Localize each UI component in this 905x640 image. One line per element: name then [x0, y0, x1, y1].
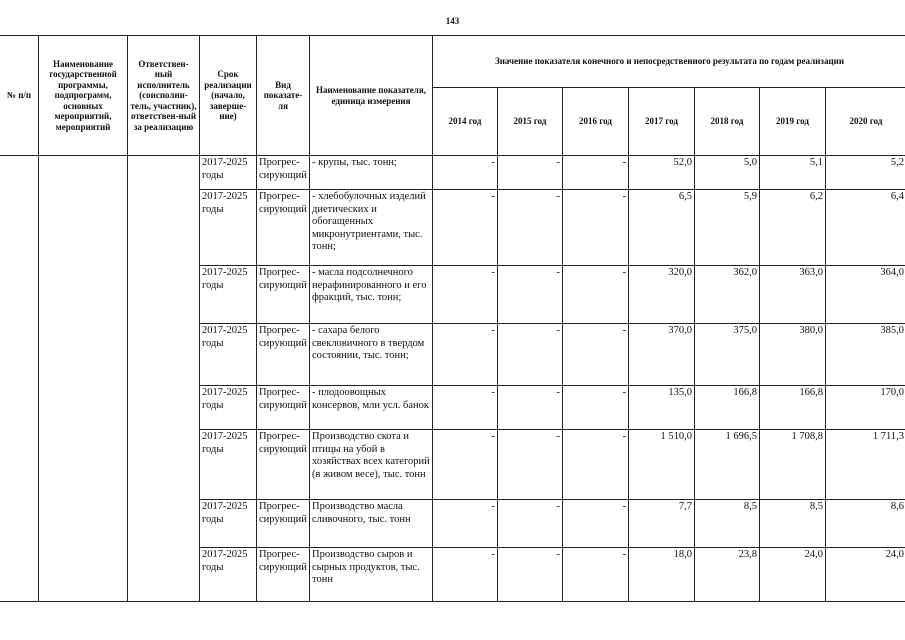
value-cell: 8,6	[826, 500, 905, 548]
value-cell: 1 696,5	[695, 430, 760, 500]
value-cell: 23,8	[695, 548, 760, 602]
value-cell: -	[498, 324, 563, 386]
header-values-title: Значение показателя конечного и непосредственного результата по годам реализации	[433, 36, 905, 88]
header-year: 2015 год	[498, 88, 563, 156]
kind-cell: Прогрес-сирующий	[257, 548, 310, 602]
value-cell: 320,0	[629, 266, 695, 324]
value-cell: -	[563, 386, 629, 430]
indicator-cell: Производство скота и птицы на убой в хозяйствах всех категорий (в живом весе), тыс. тонн	[310, 430, 433, 500]
value-cell: 24,0	[826, 548, 905, 602]
value-cell: 166,8	[695, 386, 760, 430]
value-cell: -	[498, 500, 563, 548]
value-cell: 135,0	[629, 386, 695, 430]
indicator-cell: - сахара белого свекловичного в твердом состоянии, тыс. тонн;	[310, 324, 433, 386]
number-cell	[0, 156, 39, 602]
header-year: 2014 год	[433, 88, 498, 156]
program-name-cell	[39, 156, 128, 602]
header-year: 2020 год	[826, 88, 905, 156]
value-cell: 6,4	[826, 190, 905, 266]
indicator-cell: Производство масла сливочного, тыс. тонн	[310, 500, 433, 548]
header-indicator: Наименование показателя, единица измерения	[310, 36, 433, 156]
kind-cell: Прогрес-сирующий	[257, 156, 310, 190]
value-cell: 166,8	[760, 386, 826, 430]
header-term: Срок реализации (начало, заверше-ние)	[200, 36, 257, 156]
value-cell: -	[498, 266, 563, 324]
header-number: № п/п	[0, 36, 39, 156]
header-year: 2016 год	[563, 88, 629, 156]
value-cell: 5,2	[826, 156, 905, 190]
value-cell: 385,0	[826, 324, 905, 386]
indicators-table	[0, 35, 905, 602]
kind-cell: Прогрес-сирующий	[257, 386, 310, 430]
value-cell: -	[563, 500, 629, 548]
value-cell: -	[498, 430, 563, 500]
kind-cell: Прогрес-сирующий	[257, 190, 310, 266]
header-year: 2018 год	[695, 88, 760, 156]
value-cell: 5,9	[695, 190, 760, 266]
header-year: 2019 год	[760, 88, 826, 156]
value-cell: -	[433, 386, 498, 430]
value-cell: 1 708,8	[760, 430, 826, 500]
value-cell: -	[563, 190, 629, 266]
indicator-cell: - крупы, тыс. тонн;	[310, 156, 433, 190]
value-cell: -	[563, 156, 629, 190]
term-cell: 2017-2025 годы	[200, 190, 257, 266]
header-year: 2017 год	[629, 88, 695, 156]
value-cell: 5,0	[695, 156, 760, 190]
term-cell: 2017-2025 годы	[200, 266, 257, 324]
value-cell: -	[563, 324, 629, 386]
value-cell: -	[563, 266, 629, 324]
value-cell: -	[563, 548, 629, 602]
kind-cell: Прогрес-сирующий	[257, 266, 310, 324]
value-cell: 375,0	[695, 324, 760, 386]
value-cell: -	[498, 190, 563, 266]
value-cell: -	[433, 190, 498, 266]
page-number: 143	[445, 16, 460, 26]
table-header	[0, 36, 905, 156]
kind-cell: Прогрес-сирующий	[257, 430, 310, 500]
value-cell: 5,1	[760, 156, 826, 190]
value-cell: 362,0	[695, 266, 760, 324]
value-cell: -	[498, 386, 563, 430]
value-cell: 1 510,0	[629, 430, 695, 500]
table-body	[0, 156, 905, 602]
value-cell: -	[433, 266, 498, 324]
value-cell: -	[563, 430, 629, 500]
value-cell: -	[433, 500, 498, 548]
term-cell: 2017-2025 годы	[200, 386, 257, 430]
value-cell: 364,0	[826, 266, 905, 324]
value-cell: 24,0	[760, 548, 826, 602]
value-cell: 1 711,3	[826, 430, 905, 500]
indicator-cell: - хлебобулочных изделий диетических и обогащенных микронутриентами, тыс. тонн;	[310, 190, 433, 266]
header-responsible: Ответствен-ный исполнитель (соисполни-тель, участник), ответствен-ный за реализацию	[128, 36, 200, 156]
value-cell: 170,0	[826, 386, 905, 430]
table-row	[0, 156, 905, 190]
value-cell: -	[433, 430, 498, 500]
indicator-cell: Производство сыров и сырных продуктов, тыс. тонн	[310, 548, 433, 602]
value-cell: -	[433, 548, 498, 602]
value-cell: -	[498, 156, 563, 190]
value-cell: 380,0	[760, 324, 826, 386]
term-cell: 2017-2025 годы	[200, 156, 257, 190]
indicator-cell: - плодоовощных консервов, млн усл. банок	[310, 386, 433, 430]
value-cell: -	[433, 156, 498, 190]
responsible-cell	[128, 156, 200, 602]
value-cell: 8,5	[760, 500, 826, 548]
value-cell: -	[433, 324, 498, 386]
value-cell: 6,2	[760, 190, 826, 266]
header-kind: Вид показате-ля	[257, 36, 310, 156]
value-cell: 363,0	[760, 266, 826, 324]
term-cell: 2017-2025 годы	[200, 430, 257, 500]
value-cell: 370,0	[629, 324, 695, 386]
kind-cell: Прогрес-сирующий	[257, 324, 310, 386]
term-cell: 2017-2025 годы	[200, 500, 257, 548]
value-cell: 8,5	[695, 500, 760, 548]
value-cell: 6,5	[629, 190, 695, 266]
term-cell: 2017-2025 годы	[200, 548, 257, 602]
header-program-name: Наименование государственной программы, подпрограмм, основных мероприятий, мероприятий	[39, 36, 128, 156]
kind-cell: Прогрес-сирующий	[257, 500, 310, 548]
value-cell: -	[498, 548, 563, 602]
value-cell: 7,7	[629, 500, 695, 548]
term-cell: 2017-2025 годы	[200, 324, 257, 386]
value-cell: 18,0	[629, 548, 695, 602]
value-cell: 52,0	[629, 156, 695, 190]
indicator-cell: - масла подсолнечного нерафинированного и его фракций, тыс. тонн;	[310, 266, 433, 324]
